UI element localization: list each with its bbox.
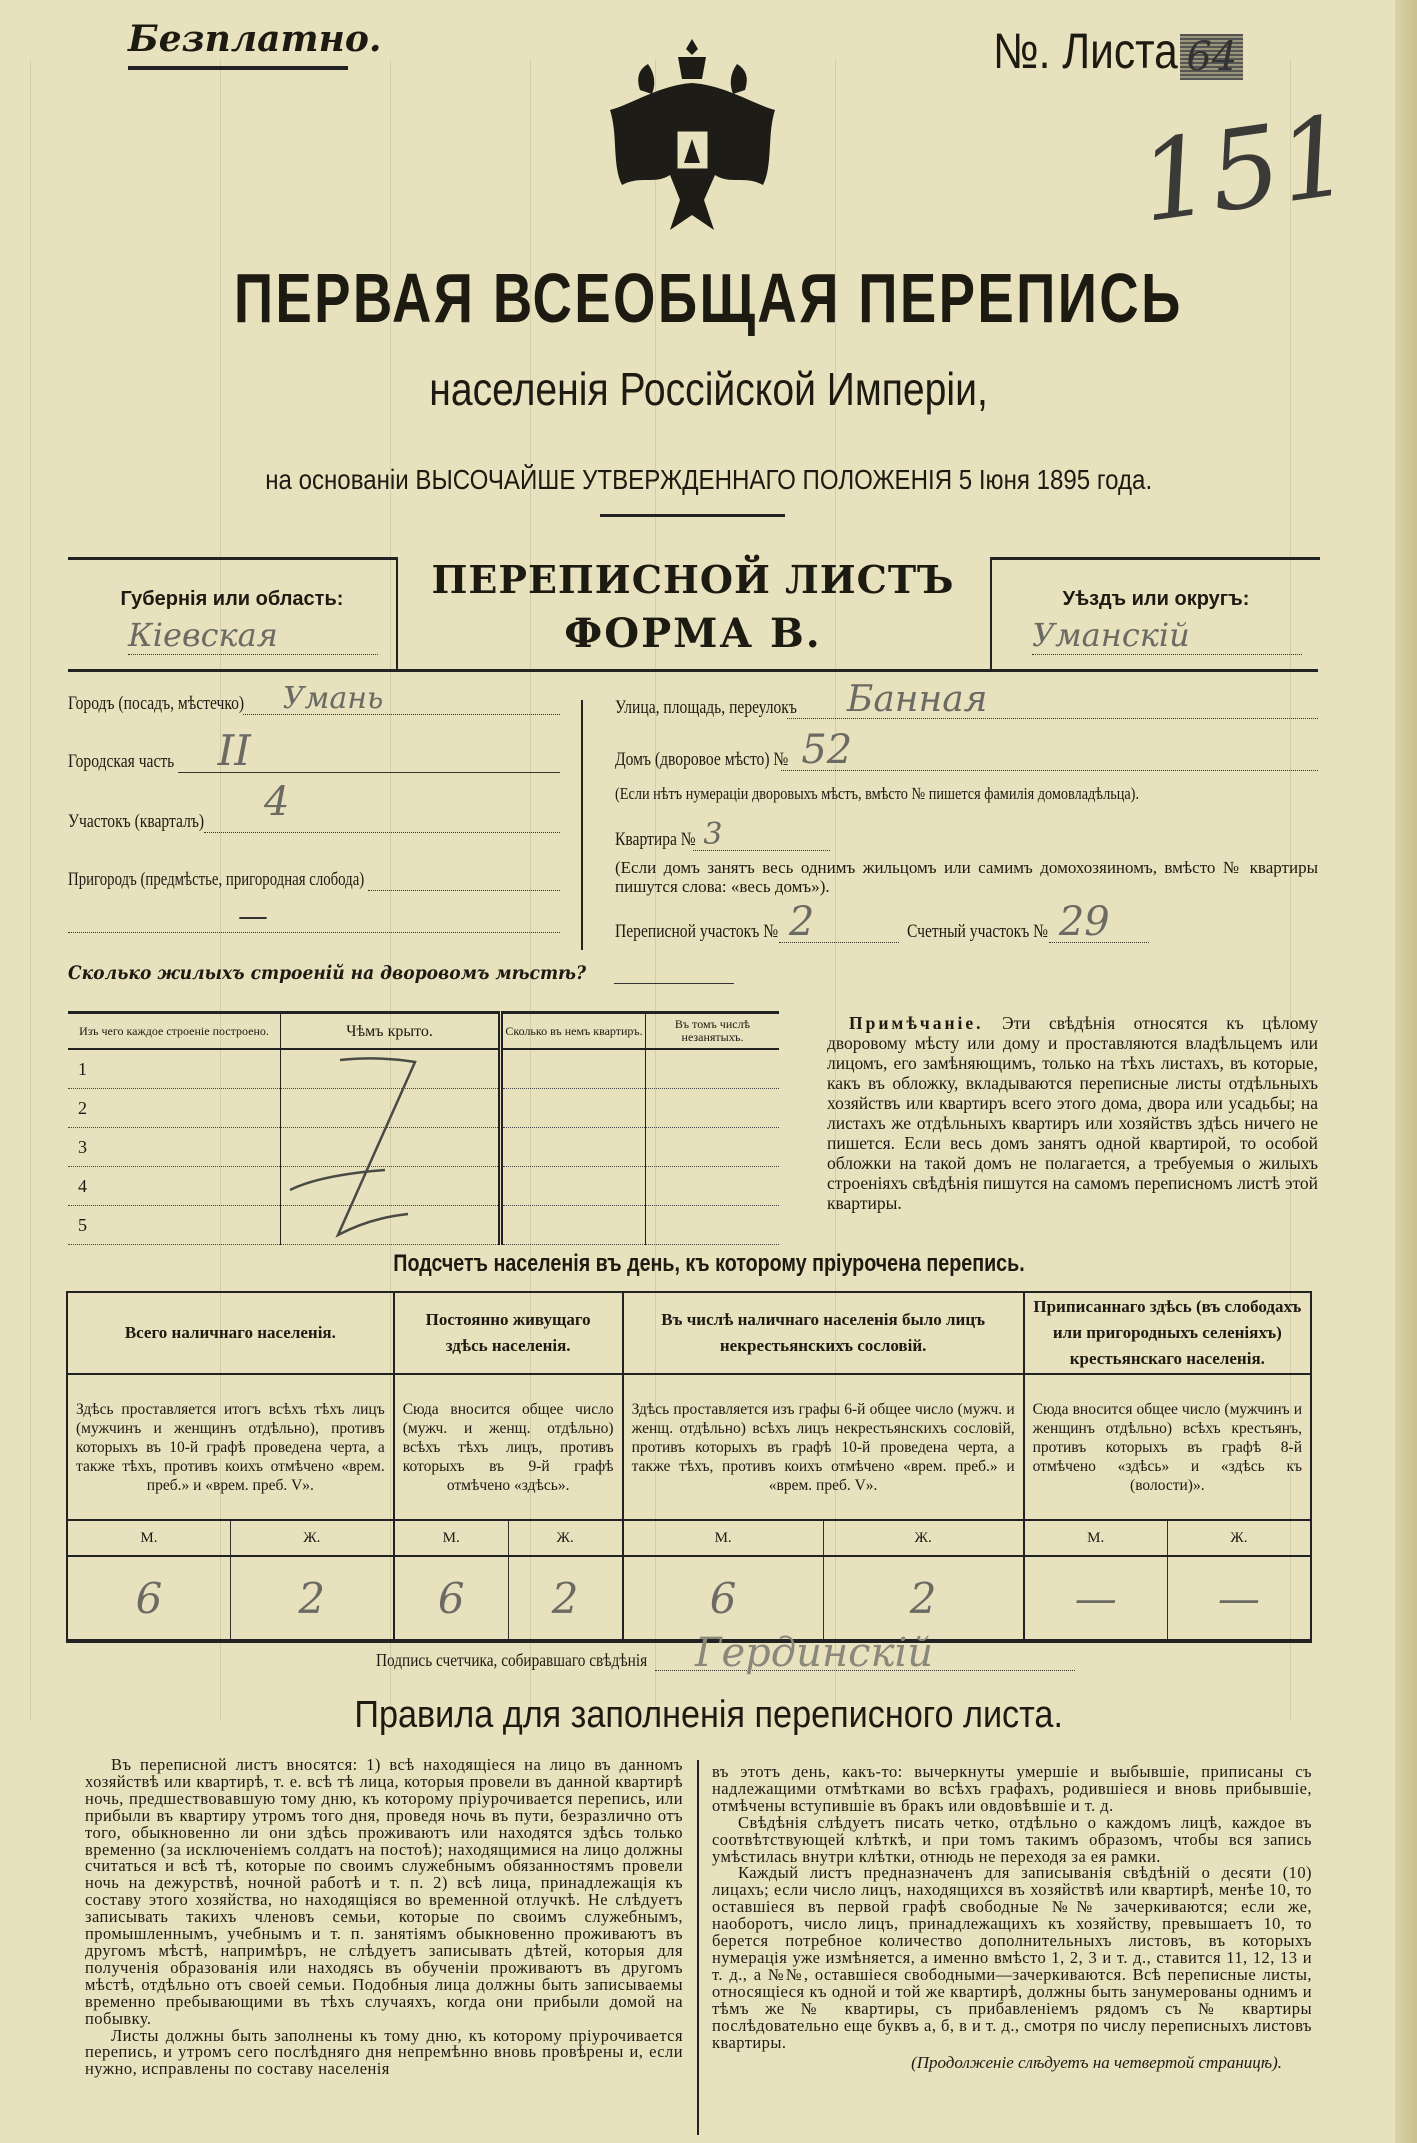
cell-vacant	[646, 1089, 780, 1128]
town-value: Умань	[282, 681, 384, 716]
apartment-value: 3	[703, 817, 723, 852]
house-label: Домъ (дворовое мѣсто) №	[615, 749, 789, 770]
census-district-input	[779, 899, 899, 945]
apartment-input	[693, 817, 830, 852]
cell-vacant	[646, 1206, 780, 1245]
cell-vacant	[646, 1049, 780, 1089]
row-number: 2	[68, 1089, 281, 1128]
male-header: М.	[623, 1520, 824, 1556]
suburb-field-2	[68, 899, 560, 934]
row-number: 1	[68, 1049, 281, 1089]
title-sub	[0, 362, 1417, 416]
row-number: 5	[68, 1206, 281, 1245]
province-label: Губернія или область:	[120, 588, 344, 610]
rules-paragraph: въ этотъ день, какъ-то: вычеркнуты умершіе и выбывшіе, приписаны съ надлежащими отмѣтками во всѣхъ графахъ, родившіеся и вновь прибывшіе, отмѣчены вступившіе въ бракъ или овдовѣвшіе и т. д.	[712, 1762, 1312, 1815]
census-district-field	[615, 899, 1135, 945]
col-vacant: Въ томъ числѣ незанятыхъ.	[646, 1013, 780, 1050]
group-header: Въ числѣ наличнаго населенія было лицъ некрестьянскихъ сословій.	[623, 1292, 1024, 1374]
street-field	[615, 679, 1318, 720]
rules-paragraph: Листы должны быть заполнены къ тому дню, къ которому пріурочивается перепись, и утромъ сего послѣдняго дня непремѣнно вновь провѣрены и, если нужно, исправлены по составу населенія	[85, 2025, 683, 2079]
rules-divider	[697, 1760, 699, 2135]
cell-vacant	[646, 1167, 780, 1206]
house-note-text: (Если нѣтъ нумераціи дворовыхъ мѣстъ, вмѣсто № пишется фамилія домовладѣльца).	[615, 784, 1140, 803]
rules-title-text: Правила для заполненія переписного листа.	[354, 1694, 1063, 1736]
form-name: ФОРМА В.	[564, 610, 822, 657]
sheet-number	[993, 22, 1243, 80]
note-text: Эти свѣдѣнія относятся къ цѣлому дворовому мѣсту или дому и проставляются владѣльцемъ или лицомъ, его замѣняющимъ, только на тѣхъ листахъ, въ которые, какъ въ обложку, вкладываются переписные листы отдѣльныхъ хозяйствъ или квартиръ всего этого дома, двора или усадьбы; на листахъ же отдѣльныхъ квартиръ или хозяйствъ здѣсь ничего не пишется. Если весь домъ занятъ одной квартирой, то особой обложки на такой домъ не полагается, а требуемыя о жилыхъ строеніяхъ свѣдѣнія пишутся на самомъ переписномъ листѣ этой квартиры.	[827, 1013, 1319, 1213]
town-label: Городъ (посадъ, мѣстечко)	[68, 693, 245, 714]
district-label: Уѣздъ или округъ:	[1062, 588, 1250, 610]
count-district-input	[1049, 899, 1149, 945]
rules-left-column	[85, 1757, 683, 2078]
female-header: Ж.	[1167, 1520, 1311, 1556]
signature-value: Гердинскій	[694, 1630, 934, 1676]
group-header: Постоянно живущаго здѣсь населенія.	[394, 1292, 623, 1374]
suburb-field	[68, 866, 560, 891]
male-count: 6	[67, 1556, 230, 1641]
buildings-question	[68, 962, 734, 984]
signature-row	[376, 1630, 1075, 1676]
female-header: Ж.	[823, 1520, 1024, 1556]
cell-apartments	[501, 1089, 646, 1128]
district-value: Уманскій	[1032, 616, 1302, 655]
col-roof: Чѣмъ крыто.	[281, 1013, 501, 1050]
rules-title	[0, 1694, 1417, 1737]
town-part-label: Городская часть	[68, 751, 175, 772]
male-count: —	[1024, 1556, 1168, 1641]
apartment-field	[615, 817, 830, 852]
sheet-no-struck: 64	[1180, 34, 1243, 80]
handwritten-z-mark	[280, 1040, 460, 1240]
sheet-title: ПЕРЕПИСНОЙ ЛИСТЪ	[431, 557, 955, 602]
male-count: 6	[394, 1556, 508, 1641]
male-header: М.	[1024, 1520, 1168, 1556]
column-divider	[581, 700, 583, 950]
group-description: Сюда вносится общее число (мужч. и женщ. отдѣльно) всѣхъ тѣхъ лицъ, противъ которыхъ въ 9-й графѣ отмѣчено «здѣсь».	[394, 1374, 623, 1520]
cell-apartments	[501, 1167, 646, 1206]
count-district-label: Счетный участокъ №	[906, 921, 1048, 942]
note-title: Примѣчаніе.	[849, 1013, 984, 1033]
note	[827, 1013, 1318, 1213]
group-header: Всего наличнаго населенія.	[67, 1292, 394, 1374]
group-description: Здѣсь проставляется изъ графы 6-й общее число (мужч. и женщ. отдѣльно) всѣхъ лицъ некрестьянскихъ сословій, противъ которыхъ въ графѣ 10-й проведена черта, а также тѣхъ, противъ коихъ отмѣчено «врем. преб.» и «врем. преб. V».	[623, 1374, 1024, 1520]
town-input	[243, 681, 560, 716]
underline	[128, 66, 348, 70]
count-district-value: 29	[1058, 899, 1110, 945]
title-sub-text: населенія Россійской Имперіи,	[429, 363, 988, 415]
census-district-label: Переписной участокъ №	[615, 921, 779, 942]
cell-apartments	[501, 1206, 646, 1245]
imperial-eagle-icon	[600, 35, 785, 235]
rules-paragraph: Въ переписной листъ вносятся: 1) всѣ находящіеся на лицо въ данномъ хозяйствѣ или квартирѣ, т. е. всѣ тѣ лица, которыя провели въ данной квартирѣ ночь, предшествовавшую тому дню, къ которому пріурочивается перепись, или прибыли въ квартиру утромъ того дня, проведя ночь въ пути, безразлично отъ того, обыкновенно ли они здѣсь проживаютъ или находятся здѣсь только временно (за исключеніемъ солдатъ на постоѣ); находящимися на лицо должны считаться и всѣ тѣ, которые по своимъ служебнымъ обязанностямъ провели ночь на дежурствѣ, ночной работѣ и т. п. 2) всѣ лица, принадлежащія къ составу этого хозяйства, но находящіяся во временной отлучкѣ. Не слѣдуетъ записывать такихъ членовъ семьи, которые по своимъ служебнымъ, промышленнымъ, учебнымъ и т. п. занятіямъ обыкновенно проживаютъ въ другомъ мѣстѣ, напримѣръ, не слѣдуетъ записывать дѣтей, которыя для полученія образованія или находясь въ обученіи проживаютъ въ другомъ мѣстѣ, отдѣльно отъ своей семьи. Подобныя лица должны быть записываемы временно пребывающими въ тѣхъ случаяхъ, когда они прибыли домой на побывку.	[85, 1755, 683, 2028]
male-header: М.	[394, 1520, 508, 1556]
cell-vacant	[646, 1128, 780, 1167]
row-number: 3	[68, 1128, 281, 1167]
town-part-value: II	[217, 726, 251, 775]
form-box	[68, 557, 1318, 672]
signature-line	[655, 1630, 1075, 1676]
precinct-field	[68, 779, 560, 833]
title-main: ПЕРВАЯ ВСЕОБЩАЯ ПЕРЕПИСЬ	[234, 259, 1183, 337]
house-value: 52	[801, 727, 853, 773]
count-title-text: Подсчетъ населенія въ день, къ которому пріурочена перепись.	[392, 1250, 1025, 1277]
street-input	[787, 679, 1318, 720]
district-box	[990, 557, 1320, 672]
census-district-value: 2	[788, 899, 815, 945]
buildings-question-text: Сколько жилыхъ строеній на дворовомъ мѣстѣ?	[68, 962, 587, 984]
male-header: М.	[67, 1520, 230, 1556]
house-note	[615, 784, 1375, 804]
free-label: Безплатно.	[128, 18, 382, 60]
precinct-input	[204, 779, 560, 833]
rules-right-column	[712, 1764, 1312, 2073]
sheet-no-handwritten: 151	[1132, 91, 1358, 247]
rules-paragraph: Свѣдѣнія слѣдуетъ писать четко, отдѣльно о каждомъ лицѣ, каждое въ соотвѣтствующей клѣткѣ, и при томъ такимъ образомъ, чтобы вся запись умѣстилась внутри клѣтки, отнюдь не переходя за ея рамки.	[712, 1812, 1312, 1866]
suburb-input-2	[68, 899, 560, 934]
cell-apartments	[501, 1049, 646, 1089]
divider	[600, 514, 785, 517]
apartment-note: (Если домъ занятъ весь однимъ жильцомъ или самимъ домохозяиномъ, вмѣсто № квартиры пишутся слова: «весь домъ»).	[615, 858, 1318, 896]
col-apartments: Сколько въ немъ квартиръ.	[501, 1013, 646, 1050]
female-count: 2	[230, 1556, 393, 1641]
house-input	[781, 727, 1318, 773]
sheet-no-text: №. Листа	[993, 23, 1178, 79]
sheet-title-block	[398, 557, 988, 657]
title-basis-text: на основаніи ВЫСОЧАЙШЕ УТВЕРЖДЕННАГО ПОЛОЖЕНІЯ 5 Іюня 1895 года.	[265, 464, 1152, 495]
female-header: Ж.	[230, 1520, 393, 1556]
row-number: 4	[68, 1167, 281, 1206]
suburb-label: Пригородъ (предмѣстье, пригородная слобода)	[68, 869, 365, 890]
signature-label: Подпись счетчика, собиравшаго свѣдѣнія	[376, 1650, 648, 1670]
town-part-input	[178, 726, 560, 775]
female-header: Ж.	[508, 1520, 622, 1556]
cell-apartments	[501, 1128, 646, 1167]
house-field	[615, 727, 1318, 773]
col-material: Изъ чего каждое строеніе построено.	[68, 1013, 281, 1050]
suburb-input-1	[368, 866, 560, 891]
province-value: Кіевская	[128, 616, 378, 655]
sheet-no-label	[993, 22, 1210, 80]
female-count: 2	[508, 1556, 622, 1641]
apartment-label: Квартира №	[615, 829, 696, 850]
street-label: Улица, площадь, переулокъ	[615, 697, 797, 718]
precinct-label: Участокъ (кварталъ)	[68, 811, 205, 832]
male-count: 6	[623, 1556, 824, 1641]
population-count-table	[66, 1291, 1312, 1643]
town-field	[68, 681, 560, 716]
town-part-field	[68, 726, 560, 775]
rules-paragraph: Каждый листъ предназначенъ для записыванія свѣдѣній о десяти (10) лицахъ; если число лицъ, находящихся въ хозяйствѣ или квартирѣ, менѣе 10, то оставшіеся въ первой графѣ свободные №№ зачеркиваются; если же, наоборотъ, число лицъ, принадлежащихъ къ хозяйству, превышаетъ 10, то берется потребное количество дополнительныхъ листовъ, въ которыхъ нумерація уже измѣняется, а именно вмѣсто 1, 2, 3 и т. д., ставится 11, 12, 13 и т. д., а №№, оставшіеся свободными—зачеркиваются. Всѣ переписные листы, относящіеся къ одной и той же квартирѣ, должны быть занумерованы однимъ и тѣмъ же № квартиры, съ прибавленіемъ рядомъ съ № квартиры послѣдовательно еще буквъ а, б, в и т. д., смотря по числу переписныхъ листовъ квартиры.	[712, 1863, 1312, 2052]
precinct-value: 4	[263, 779, 290, 825]
province-box	[68, 557, 398, 672]
female-count: —	[1167, 1556, 1311, 1641]
female-count: 2	[823, 1556, 1024, 1641]
rules-continuation: (Продолженіе слѣдуетъ на четвертой страницѣ).	[911, 2053, 1282, 2073]
page-title	[0, 258, 1417, 338]
group-description: Здѣсь проставляется итогъ всѣхъ тѣхъ лицъ (мужчинъ и женщинъ отдѣльно), противъ которыхъ въ 10-й графѣ проведена черта, а также тѣхъ, противъ коихъ отмѣчено «врем. преб.» и «врем. преб. V».	[67, 1374, 394, 1520]
buildings-answer-line	[614, 983, 734, 984]
group-description: Сюда вносится общее число (мужчинъ и женщинъ отдѣльно) всѣхъ крестьянъ, противъ которыхъ въ графѣ 8-й отмѣчено «здѣсь» и «здѣсь къ (волости)».	[1024, 1374, 1311, 1520]
street-value: Банная	[846, 679, 988, 720]
group-header: Приписаннаго здѣсь (въ слободахъ или пригородныхъ селеніяхъ) крестьянскаго населенія.	[1024, 1292, 1311, 1374]
suburb-value: —	[238, 899, 268, 934]
title-basis	[0, 464, 1417, 496]
free-stamp	[128, 18, 381, 70]
count-title	[0, 1250, 1417, 1278]
